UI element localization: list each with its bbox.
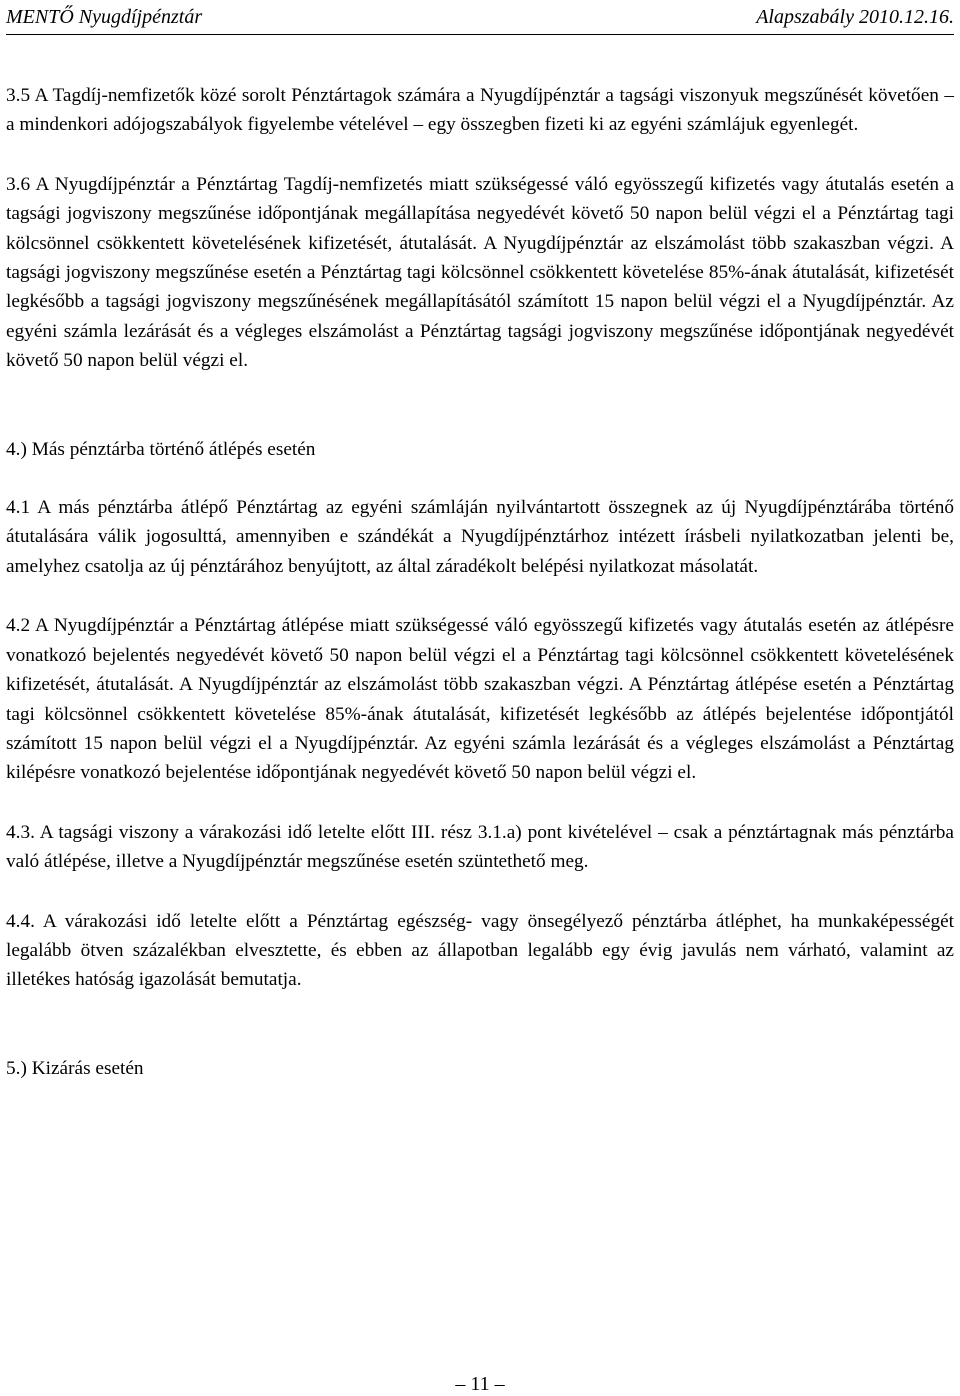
header-organization: MENTŐ Nyugdíjpénztár: [6, 6, 203, 28]
paragraph-4-1: 4.1 A más pénztárba átlépő Pénztártag az egyéni számláján nyilvántartott összegnek az új Nyugdíjpénztárába történő átutalására válik jogosulttá, amennyiben e szándékát a Nyugdíjpénztárhoz intézett írásbeli nyilatkozatban jelenti be, amelyhez csatolja az új pénztárához benyújtott, az által záradékolt belépési nyilatkozat másolatát.: [6, 497, 954, 577]
paragraph-4-2: 4.2 A Nyugdíjpénztár a Pénztártag átlépése miatt szükségessé váló egyösszegű kifizetés vagy átutalás esetén az átlépésre vonatkozó bejelentés negyedévét követő 50 napon belül végzi el a Pénztártag tagi kölcsönnel csökkentett követelésének kifizetését, átutalását. A Nyugdíjpénztár az elszámolást több szakaszban végzi. A Pénztártag átlépése esetén a Pénztártag tagi kölcsönnel csökkentett követelése 85%-ának átutalását, kifizetését legkésőbb az átlépés bejelentése időpontjától számított 15 napon belül végzi el a Nyugdíjpénztár. Az egyéni számla lezárását és a végleges elszámolást a Pénztártag kilépésre vonatkozó bejelentése időpontjának negyedévét követő 50 napon belül végzi el.: [6, 615, 954, 784]
paragraph-4-3: 4.3. A tagsági viszony a várakozási idő letelte előtt III. rész 3.1.a) pont kivételével – csak a pénztártagnak más pénztárba való átlépése, illetve a Nyugdíjpénztár megszűnése esetén szüntethető meg.: [6, 821, 954, 873]
section-heading-4: 4.) Más pénztárba történő átlépés esetén: [6, 438, 316, 460]
paragraph-3-6: 3.6 A Nyugdíjpénztár a Pénztártag Tagdíj-nemfizetés miatt szükségessé váló egyösszegű kifizetés vagy átutalás esetén a tagsági jogviszony megszűnése időpontjának megállapítása negyedévét követő 50 napon belül végzi el a Pénztártag tagi kölcsönnel csökkentett követelésének kifizetését, átutalását. A Nyugdíjpénztár az elszámolást több szakaszban végzi. A tagsági jogviszony megszűnése esetén a Pénztártag tagi kölcsönnel csökkentett követelése 85%-ának átutalását, kifizetését legkésőbb a tagsági jogviszony megszűnésének megállapításától számított 15 napon belül végzi el a Nyugdíjpénztár. Az egyéni számla lezárását és a végleges elszámolást a Pénztártag tagsági jogviszony megszűnése időpontjának negyedévét követő 50 napon belül végzi el.: [6, 173, 954, 372]
document-body: [6, 81, 954, 1083]
header-document-date: Alapszabály 2010.12.16.: [756, 6, 954, 28]
paragraph-4-4: 4.4. A várakozási idő letelte előtt a Pénztártag egészség- vagy önsegélyező pénztárba átléphet, ha munkaképességét legalább ötven százalékban elvesztette, és ebben az állapotban legalább egy évig javulás nem várható, valamint az illetékes hatóság igazolását bemutatja.: [6, 910, 954, 991]
page-number: – 11 –: [455, 1373, 505, 1395]
page-header: [6, 4, 954, 35]
section-heading-5: 5.) Kizárás esetén: [6, 1057, 144, 1079]
paragraph-3-5: 3.5 A Tagdíj-nemfizetők közé sorolt Pénztártagok számára a Nyugdíjpénztár a tagsági viszonyuk megszűnését követően – a mindenkori adójogszabályok figyelembe vételével – egy összegben fizeti ki az egyéni számlájuk egyenlegét.: [6, 85, 954, 136]
